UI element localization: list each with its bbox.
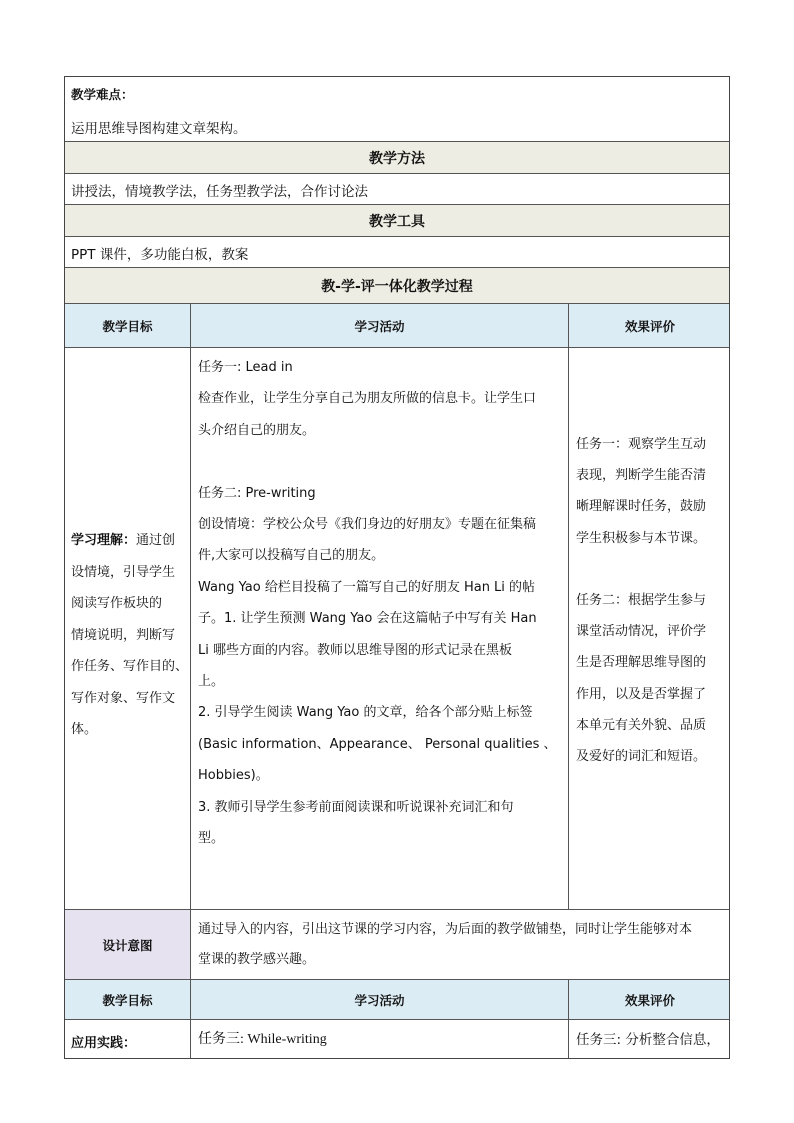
goal-line: 写作对象、写作文 [71,690,176,706]
eval-line: 学生积极参与本节课。 [576,530,707,546]
section1-row [65,347,729,909]
method-row [65,173,729,204]
process-heading: 教-学-评一体化教学过程 [321,278,473,295]
activity-line: (Basic information、Appearance、 Personal qualities 、 [198,736,557,752]
section2-row [65,1019,729,1058]
section1-goal [71,348,189,908]
goal-line: 学习理解：通过创 [71,533,176,548]
activity-line: 3. 教师引导学生参考前面阅读课和听说课补充词汇和句 [198,799,514,815]
design-line: 通过导入的内容，引出这节课的学习内容，为后面的教学做铺垫，同时让学生能够对本 [198,922,693,937]
process-heading-row [65,267,729,303]
activity-line: Li 哪些方面的内容。教师以思维导图的形式记录在黑板 [198,642,512,658]
activity-line: 2. 引导学生阅读 Wang Yao 的文章，给各个部分贴上标签 [198,705,533,721]
eval-line: 本单元有关外貌、品质 [576,717,707,733]
activity-line: Hobbies)。 [198,768,269,784]
difficulty-row [65,77,729,141]
activity-line: 型。 [198,831,225,846]
section1-activity [198,348,564,908]
column-header-row [65,303,729,347]
eval-line: 晰理解课时任务，鼓励 [576,499,707,515]
goal-line: 阅读写作板块的 [71,596,163,611]
eval-line: 任务一：观察学生互动 [576,437,707,452]
activity-line: 头介绍自己的朋友。 [198,422,316,438]
col-eval-header: 效果评价 [624,318,675,334]
activity-line: 件,大家可以投稿写自己的朋友。 [198,548,385,564]
method-heading-row [65,141,729,173]
tools-heading-row [65,204,729,236]
eval-line: 生是否理解思维导图的 [576,655,707,671]
eval-line: 课堂活动情况，评价学 [576,624,707,640]
activity-line: 检查作业，让学生分享自己为朋友所做的信息卡。让学生口 [198,391,537,407]
col-goal-header: 教学目标 [102,318,153,334]
goal-line: 情境说明，判断写 [71,627,176,643]
activity-line: 任务二: Pre-writing [198,485,316,501]
eval-line: 表现，判断学生能否清 [576,468,707,484]
goal-bold-label: 学习理解： [71,533,137,548]
eval-line: 任务二：根据学生参与 [576,593,707,608]
activity-line: 上。 [198,674,225,689]
tools-heading: 教学工具 [369,213,425,230]
activity-line: 子。1. 让学生预测 Wang Yao 会在这篇帖子中写有关 Han [198,611,537,627]
column-header-row-2 [65,979,729,1019]
tools-row [65,236,729,267]
section2-eval: 任务三: 分析整合信息， [576,1032,720,1048]
col-goal-header-2: 教学目标 [102,992,153,1008]
design-row [65,909,729,979]
col-eval-header-2: 效果评价 [624,992,675,1008]
lesson-plan-table [64,76,730,1059]
eval-line: 作用，以及是否掌握了 [576,686,707,702]
eval-line: 及爱好的词汇和短语。 [576,749,707,764]
difficulty-text: 运用思维导图构建文章架构。 [71,121,247,137]
col-activity-header-2: 学习活动 [354,992,405,1008]
section1-eval [576,348,726,908]
goal-line: 体。 [71,722,98,737]
activity-line: Wang Yao 给栏目投稿了一篇写自己的好朋友 Han Li 的帖 [198,579,536,595]
section2-activity: 任务三: While-writing [198,1032,327,1047]
activity-line: 创设情境：学校公众号《我们身边的好朋友》专题在征集稿 [198,517,537,532]
method-text: 讲授法，情境教学法，任务型教学法，合作讨论法 [71,184,368,200]
design-label: 设计意图 [102,937,153,953]
goal-line: 作任务、写作目的、 [71,659,189,674]
design-line: 堂课的教学感兴趣。 [198,952,316,967]
method-heading: 教学方法 [369,150,425,167]
col-activity-header: 学习活动 [354,318,405,334]
section2-goal: 应用实践： [71,1036,137,1051]
design-text [198,910,726,980]
activity-line: 任务一: Lead in [198,360,293,375]
goal-line: 设情境，引导学生 [71,564,176,580]
tools-text: PPT 课件，多功能白板，教案 [71,247,249,263]
difficulty-label: 教学难点： [71,87,134,102]
